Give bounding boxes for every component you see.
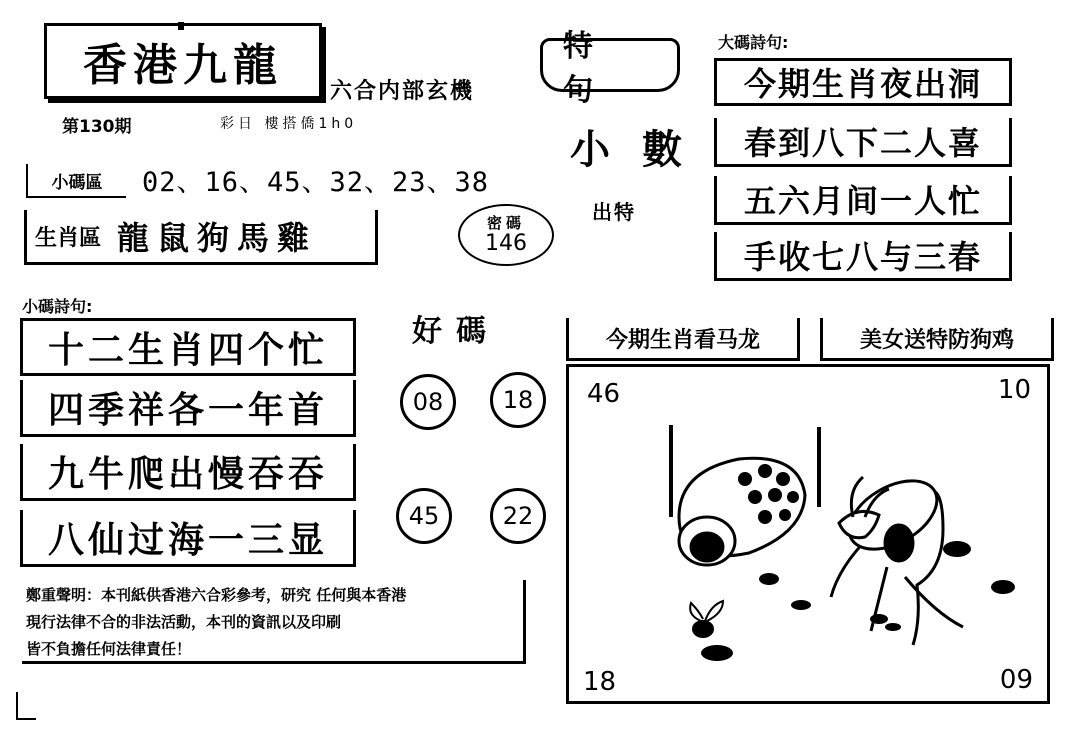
big-poem-heading: 大碼詩句: xyxy=(718,33,789,52)
big-poem-line: 五六月间一人忙 xyxy=(714,176,1012,225)
small-code-numbers: 02、16、45、32、23、38 xyxy=(142,167,490,198)
masthead-subtitle: 六合内部玄機 xyxy=(330,79,475,104)
special-sentence-label: 特句 xyxy=(540,38,680,92)
picture-number: 10 xyxy=(997,375,1031,405)
disclaimer xyxy=(22,580,526,664)
issue-note: 彩日 樓搭僑1h0 xyxy=(220,116,358,132)
illustration-frame xyxy=(566,364,1050,704)
small-poem-heading: 小碼詩句: xyxy=(22,297,93,316)
small-poem-line: 九牛爬出慢吞吞 xyxy=(20,444,356,501)
zodiac-phrase: 今期生肖看马龙 xyxy=(566,318,800,361)
disclaimer-line: 皆不負擔任何法律責任！ xyxy=(26,640,192,658)
disclaimer-line: 鄭重聲明：本刊紙供香港六合彩參考，研究 任何與本香港 xyxy=(26,586,407,604)
zodiac-phrase: 美女送特防狗鸡 xyxy=(820,318,1054,361)
good-code-circle: 08 xyxy=(400,374,456,430)
good-code-circle: 18 xyxy=(490,372,546,428)
disclaimer-line: 現行法律不合的非法活動，本刊的資訊以及印刷 xyxy=(26,613,342,631)
big-poem-line: 春到八下二人喜 xyxy=(714,118,1012,167)
small-poem-line: 十二生肖四个忙 xyxy=(20,318,356,376)
good-code-circle: 22 xyxy=(490,488,546,544)
big-poem-line: 手收七八与三春 xyxy=(714,232,1012,281)
small-poem-line: 四季祥各一年首 xyxy=(20,380,356,437)
secret-code-number: 146 xyxy=(485,231,527,256)
zodiac-zone xyxy=(24,210,378,265)
issue-number: 第130期 xyxy=(62,117,132,137)
secret-code-badge xyxy=(458,204,554,266)
picture-number: 18 xyxy=(583,667,617,697)
secret-code-label: 密碼 xyxy=(486,214,525,232)
good-code-circle: 45 xyxy=(396,488,452,544)
masthead-title: 香港九龍 xyxy=(44,23,322,99)
zodiac-animals: 龍鼠狗馬雞 xyxy=(117,219,318,257)
picture-number: 09 xyxy=(999,665,1033,695)
picture-number: 46 xyxy=(587,379,621,409)
small-poem-line: 八仙过海一三显 xyxy=(20,510,356,567)
good-codes-heading: 好碼 xyxy=(412,314,500,349)
zodiac-zone-label: 生肖區 xyxy=(35,225,102,251)
small-code-label: 小碼區 xyxy=(26,164,126,198)
small-number-label: 小數 xyxy=(570,127,714,173)
out-special-label: 出特 xyxy=(592,200,636,224)
corner-mark xyxy=(16,692,36,720)
big-poem-line: 今期生肖夜出洞 xyxy=(714,58,1012,106)
deer-illustration xyxy=(569,367,1047,701)
